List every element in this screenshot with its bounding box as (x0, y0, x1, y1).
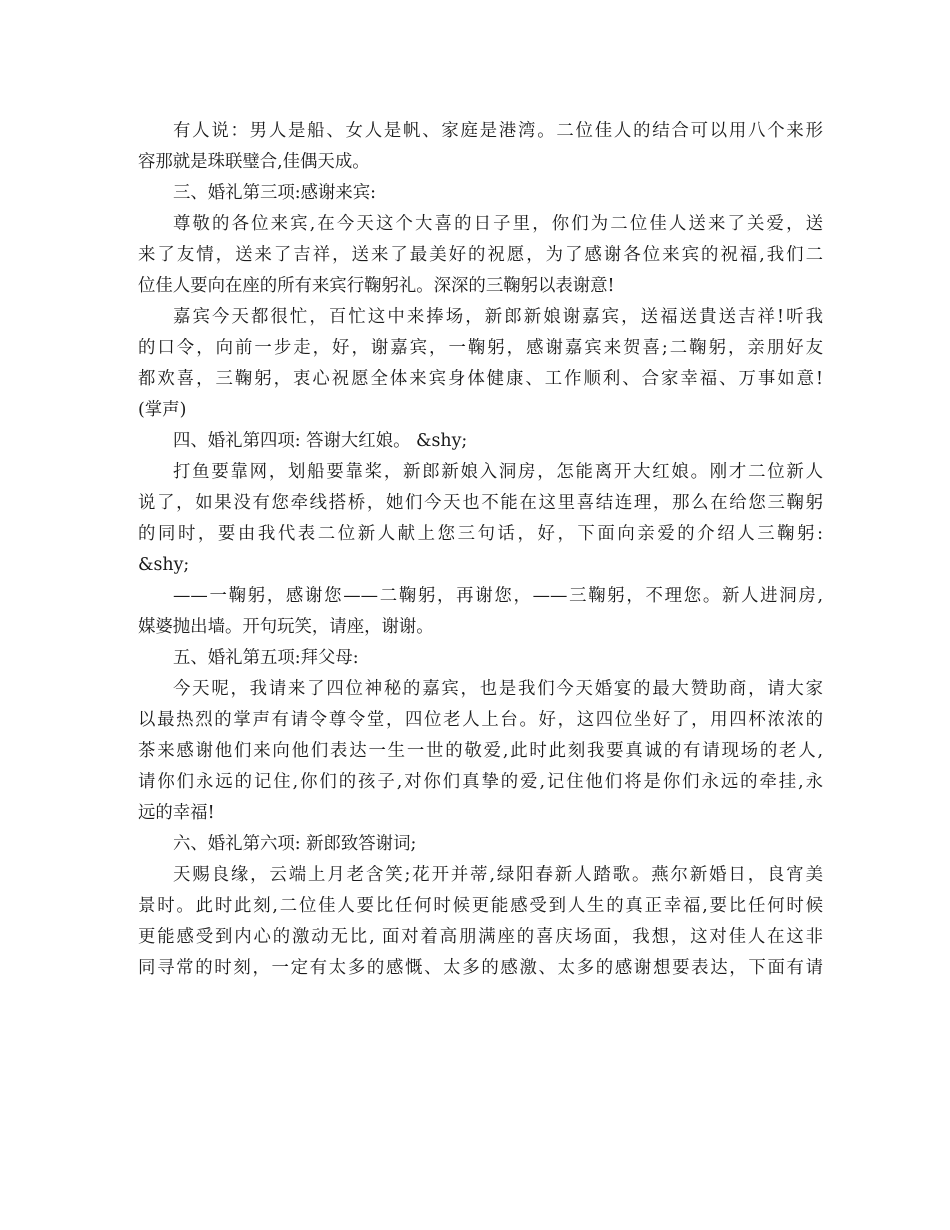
text-line: 容那就是珠联璧合,佳偶天成。 (138, 152, 370, 172)
text-line: &shy; (138, 555, 190, 575)
text-line: 请你们永远的记住,你们的孩子,对你们真挚的爱,记住他们将是你们永远的牵挂,永 (138, 772, 823, 792)
text-line: 六、婚礼第六项: 新郎致答谢词; (173, 834, 417, 854)
text-line: 说了，如果没有您牵线搭桥，她们今天也不能在这里喜结连理，那么在给您三鞠躬 (138, 493, 823, 513)
text-line: (掌声) (138, 400, 187, 420)
document-page (138, 116, 823, 984)
text-line: ——一鞠躬，感谢您——二鞠躬，再谢您，——三鞠躬，不理您。新人进洞房, (173, 586, 823, 606)
text-line: 有人说：男人是船、女人是帆、家庭是港湾。二位佳人的结合可以用八个来形 (173, 121, 823, 141)
text-line: 更能感受到内心的激动无比, 面对着高朋满座的喜庆场面，我想，这对佳人在这非 (138, 927, 823, 947)
text-line: 的同时，要由我代表二位新人献上您三句话，好，下面向亲爱的介绍人三鞠躬: (138, 524, 823, 544)
text-line: 远的幸福! (138, 803, 215, 823)
text-line: 同寻常的时刻，一定有太多的感慨、太多的感激、太多的感谢想要表达，下面有请 (138, 958, 823, 978)
text-line: 以最热烈的掌声有请令尊令堂，四位老人上台。好，这四位坐好了，用四杯浓浓的 (138, 710, 823, 730)
text-line: 的口令，向前一步走，好，谢嘉宾，一鞠躬，感谢嘉宾来贺喜;二鞠躬，亲朋好友 (138, 338, 823, 358)
text-line: 景时。此时此刻,二位佳人要比任何时候更能感受到人生的真正幸福,要比任何时候 (138, 896, 823, 916)
text-line: 四、婚礼第四项: 答谢大红娘。 &shy; (173, 431, 468, 451)
text-line: 茶来感谢他们来向他们表达一生一世的敬爱,此时此刻我要真诚的有请现场的老人, (138, 741, 823, 761)
text-line: 天赐良缘，云端上月老含笑;花开并蒂,绿阳春新人踏歌。燕尔新婚日，良宵美 (173, 865, 823, 885)
text-line: 都欢喜，三鞠躬，衷心祝愿全体来宾身体健康、工作顺利、合家幸福、万事如意! (138, 369, 823, 389)
text-line: 今天呢，我请来了四位神秘的嘉宾，也是我们今天婚宴的最大赞助商，请大家 (173, 679, 823, 699)
text-line: 尊敬的各位来宾,在今天这个大喜的日子里，你们为二位佳人送来了关爱，送 (173, 214, 823, 234)
text-line: 五、婚礼第五项:拜父母: (173, 648, 359, 668)
text-line: 来了友情，送来了吉祥，送来了最美好的祝愿，为了感谢各位来宾的祝福,我们二 (138, 245, 823, 265)
text-line: 三、婚礼第三项:感谢来宾: (173, 183, 377, 203)
text-line: 媒婆抛出墙。开句玩笑，请座，谢谢。 (138, 617, 434, 637)
text-line: 嘉宾今天都很忙，百忙这中来捧场，新郎新娘谢嘉宾，送福送貴送吉祥!听我 (173, 307, 823, 327)
text-line: 位佳人要向在座的所有来宾行鞠躬礼。深深的三鞠躬以表谢意! (138, 276, 615, 296)
text-line: 打鱼要靠网，划船要靠桨，新郎新娘入洞房，怎能离开大红娘。刚才二位新人 (173, 462, 823, 482)
